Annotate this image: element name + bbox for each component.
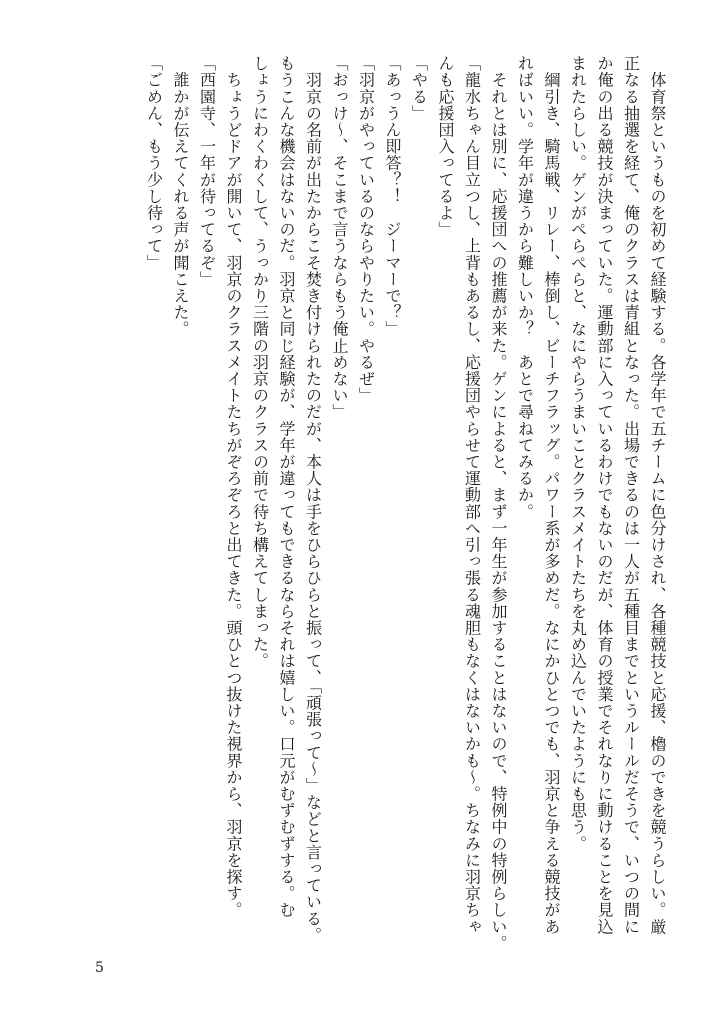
text-line: か俺の出る競技が決まっていた。運動部に入っているわけでもないのだが、体育の授業でそれなりに動けることを見込 <box>595 55 614 935</box>
vertical-text-body <box>90 55 670 955</box>
text-line: 「おっけ〜、そこまで言うならもう俺止めない」 <box>330 55 349 421</box>
page-number: 5 <box>95 960 104 976</box>
text-line: まれたらしい。ゲンがぺらぺらと、なにやらうまいことクラスメイトたちを丸め込んでいたようにも思う。 <box>568 55 588 852</box>
text-line: 羽京の名前が出たからこそ焚き付けられたのだが、本人は手をひらひらと振って、「頑張って〜」などと言っている。 <box>303 55 323 944</box>
text-line: ちょうどドアが開いて、羽京のクラスメイトたちがぞろぞろと出てきた。頭ひとつ抜けた視界から、羽京を探す。 <box>224 55 243 919</box>
text-line: 「羽京がやっているのならやりたい。やるぜ」 <box>356 55 376 404</box>
text-line: 「龍水ちゃん目立つし、上背もあるし、応援団やらせて運動部へ引っ張る魂胆もなくはないかも〜。ちなみに羽京ちゃ <box>462 55 482 935</box>
text-line: 正なる抽選を経て、俺のクラスは青組となった。出場できるのは一人が五種目までというルールだそうで、いつの間に <box>621 55 641 935</box>
text-line: んも応援団入ってるよ」 <box>436 55 455 238</box>
text-line: 誰かが伝えてくれる声が聞こえた。 <box>171 55 190 338</box>
text-line: しょうにわくわくして、うっかり三階の羽京のクラスの前で待ち構えてしまった。 <box>250 55 270 670</box>
text-line: 「西園寺、一年が待ってるぞ」 <box>197 55 217 288</box>
text-line: 「やる」 <box>409 55 429 122</box>
text-line: ればいい。学年が違うから難しいか？ あとで尋ねてみるか。 <box>515 55 535 520</box>
text-line: 体育祭というものを初めて経験する。各学年で五チームに色分けされ、各種競技と応援、櫓のできを競うらしい。厳 <box>648 55 667 935</box>
text-line: 「あっうん即答？！ ジーマーで？」 <box>383 55 402 338</box>
text-line: 「ごめん、もう少し待って」 <box>144 55 164 271</box>
text-line: もうこんな機会はないのだ。羽京と同じ経験が、学年が違ってもできるならそれは嬉しい。口元がむずむずする。む <box>277 55 296 919</box>
text-line: それとは別に、応援団への推薦が来た。ゲンによると、まず一年生が参加することはないので、特例中の特例らしい。 <box>489 55 508 952</box>
text-line: 綱引き、騎馬戦、リレー、棒倒し、ビーチフラッグ。パワー系が多めだ。なにかひとつでも、羽京と争える競技があ <box>542 55 561 935</box>
